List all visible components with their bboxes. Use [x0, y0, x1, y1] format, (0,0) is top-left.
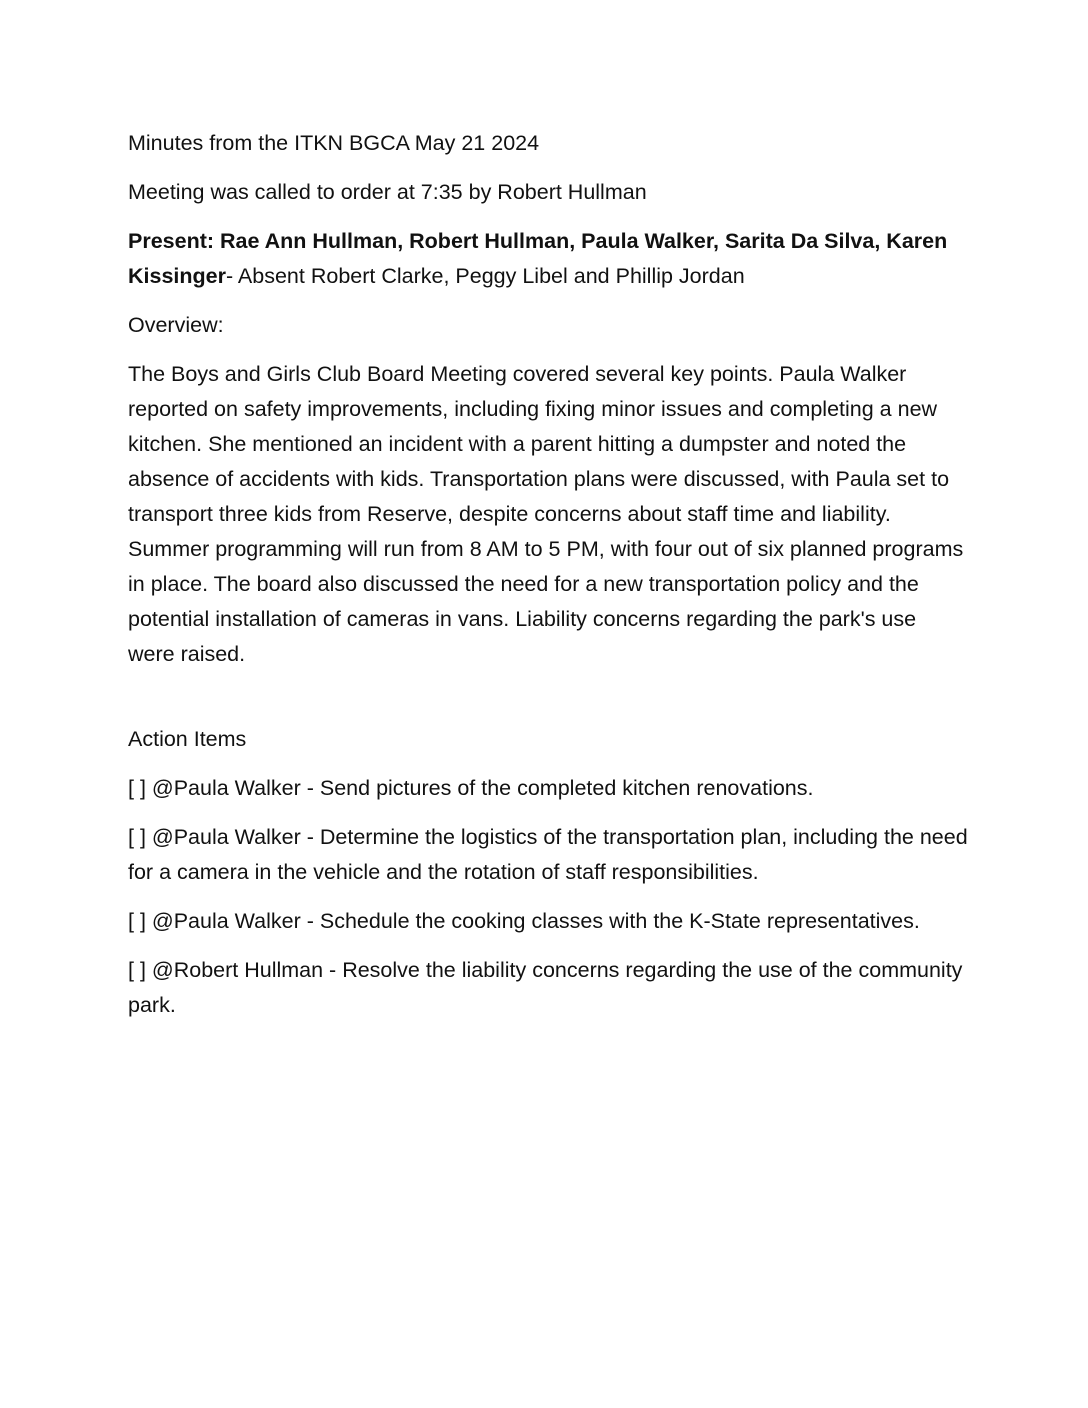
document-page [128, 126, 968, 1037]
action-item: [ ] @Paula Walker - Determine the logistics of the transportation plan, including the need for a camera in the vehicle and the rotation of staff responsibilities. [128, 825, 968, 884]
attendance-line [128, 224, 968, 294]
overview-heading: Overview: [128, 313, 224, 337]
section-spacer [128, 672, 968, 722]
absent-list: - Absent Robert Clarke, Peggy Libel and Phillip Jordan [225, 264, 745, 288]
action-item: [ ] @Robert Hullman - Resolve the liability concerns regarding the use of the community park. [128, 958, 963, 1017]
called-to-order-line: Meeting was called to order at 7:35 by Robert Hullman [128, 180, 647, 204]
overview-body: The Boys and Girls Club Board Meeting covered several key points. Paula Walker reported on safety improvements, including fixing minor issues and completing a new kitchen. She mentioned an incident with a parent hitting a dumpster and noted the absence of accidents with kids. Transportation plans were discussed, with Paula set to transport three kids from Reserve, despite concerns about staff time and liability. Summer programming will run from 8 AM to 5 PM, with four out of six planned programs in place. The board also discussed the need for a new transportation policy and the potential installation of cameras in vans. Liability concerns regarding the park's use were raised. [128, 362, 964, 666]
action-item: [ ] @Paula Walker - Schedule the cooking classes with the K-State representatives. [128, 909, 920, 933]
document-title: Minutes from the ITKN BGCA May 21 2024 [128, 131, 540, 155]
present-list: Present: Rae Ann Hullman, Robert Hullman, Paula Walker, Sarita Da Silva, Karen Kissinger [128, 229, 948, 288]
action-items-heading: Action Items [128, 727, 247, 751]
action-item: [ ] @Paula Walker - Send pictures of the completed kitchen renovations. [128, 776, 814, 800]
